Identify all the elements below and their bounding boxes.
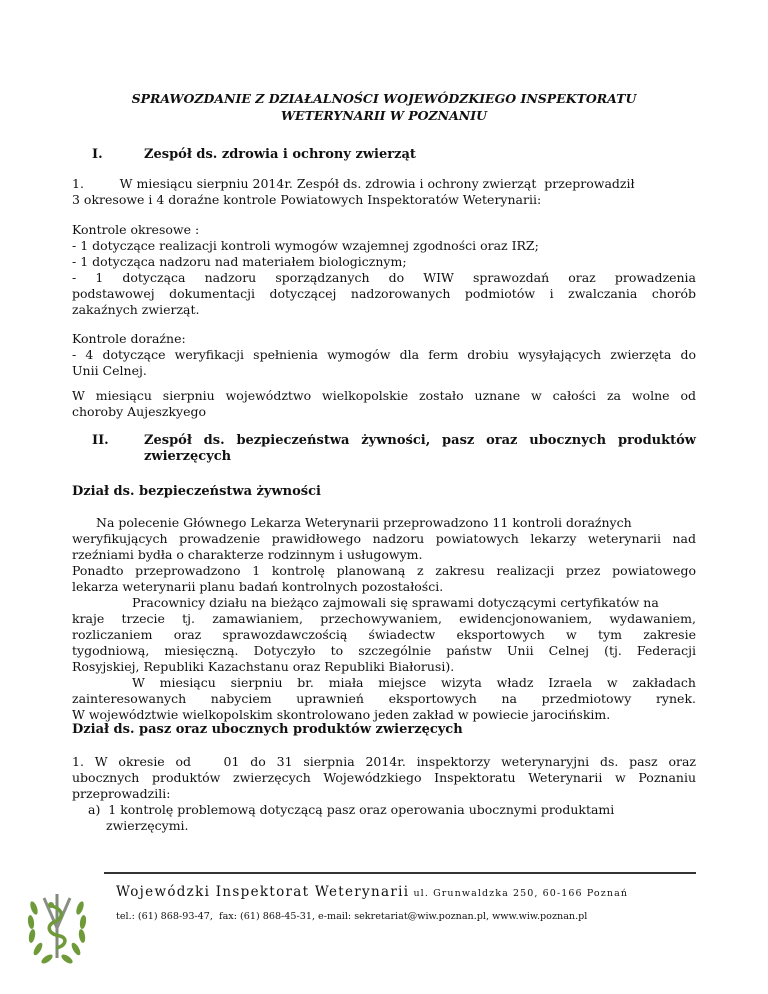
feed-line-2: ubocznych produktów zwierzęcych Wojewódzkiego Inspektoratu Weterynarii w Poznaniu: [72, 770, 696, 785]
adhoc-line-1: - 4 dotyczące weryfikacji spełnienia wymogów dla ferm drobiu wysyłających zwierzęta do: [72, 347, 696, 362]
periodic-controls: [72, 222, 696, 318]
feed-heading: Dział ds. pasz oraz ubocznych produktów zwierzęcych: [72, 722, 463, 737]
section-2-title-line-1: Zespół ds. bezpieczeństwa żywności, pasz oraz ubocznych produktów: [144, 433, 696, 448]
adhoc-line-2: Unii Celnej.: [72, 363, 147, 378]
footer-divider: [104, 872, 696, 874]
food-line-12: zainteresowanych nabyciem uprawnień eksportowych na przedmiotowy rynek.: [72, 691, 696, 706]
aujeszky-line-1: W miesiącu sierpniu województwo wielkopolskie zostało uznane w całości za wolne od: [72, 388, 696, 403]
footer-address: ul. Grunwaldzka 250, 60-166 Poznań: [413, 888, 629, 899]
food-line-4: Ponadto przeprowadzono 1 kontrolę planowaną z zakresu realizacji przez powiatowego: [72, 563, 696, 578]
feed-line-3: przeprowadzili:: [72, 786, 171, 801]
food-line-6: Pracownicy działu na bieżąco zajmowali się sprawami dotyczącymi certyfikatów na: [132, 595, 659, 610]
adhoc-heading: Kontrole doraźne:: [72, 331, 186, 346]
section-1-intro: [72, 176, 696, 208]
aujeszky-paragraph: [72, 388, 696, 420]
food-line-10: Rosyjskiej, Republiki Kazachstanu oraz Republiki Białorusi).: [72, 659, 455, 674]
feed-item-a: a) 1 kontrolę problemową dotyczącą pasz oraz operowania ubocznymi produktami: [88, 802, 615, 817]
periodic-item-3-cont: podstawowej dokumentacji dotyczącej nadzorowanych podmiotów i zwalczania chorób: [72, 286, 696, 301]
section-2-title-line-2: zwierzęcych: [144, 449, 232, 464]
periodic-item-2: - 1 dotycząca nadzoru nad materiałem biologicznym;: [72, 254, 407, 269]
intro-line-1: 1. W miesiącu sierpniu 2014r. Zespół ds. zdrowia i ochrony zwierząt przeprowadził: [72, 176, 635, 191]
food-line-7: kraje trzecie tj. zamawianiem, przechowywaniem, ewidencjonowaniem, wydawaniem,: [72, 611, 696, 626]
section-2-heading: [72, 433, 696, 467]
section-2-number: II.: [92, 433, 109, 448]
food-line-1: Na polecenie Głównego Lekarza Weterynarii przeprowadzono 11 kontroli doraźnych: [96, 515, 632, 530]
footer-contact: tel.: (61) 868-93-47, fax: (61) 868-45-31, e-mail: sekretariat@wiw.poznan.pl, www.wiw.poznan.pl: [116, 911, 588, 922]
feed-item-a-cont: zwierzęcymi.: [106, 818, 189, 833]
adhoc-controls: [72, 331, 696, 379]
intro-line-2: 3 okresowe i 4 doraźne kontrole Powiatowych Inspektoratów Weterynarii:: [72, 192, 542, 207]
title-line-2: WETERYNARII W POZNANIU: [281, 108, 487, 123]
feed-line-1: 1. W okresie od 01 do 31 sierpnia 2014r. inspektorzy weterynaryjni ds. pasz oraz: [72, 754, 696, 769]
title-line-1: SPRAWOZDANIE Z DZIAŁALNOŚCI WOJEWÓDZKIEGO INSPEKTORATU: [131, 91, 637, 106]
document-title: [80, 90, 688, 124]
food-line-11: W miesiącu sierpniu br. miała miejsce wizyta władz Izraela w zakładach: [132, 675, 696, 690]
food-line-9: tygodniową, miesięczną. Dotyczyło to szczególnie państw Unii Celnej (tj. Federacji: [72, 643, 696, 658]
footer-institution-line: [116, 884, 628, 900]
footer-institution: Wojewódzki Inspektorat Weterynarii: [116, 884, 410, 900]
veterinary-caduceus-logo-icon: [22, 878, 92, 976]
food-line-3: rzeźniami bydła o charakterze rodzinnym i usługowym.: [72, 547, 423, 562]
food-line-2: weryfikujących prowadzenie prawidłowego nadzoru powiatowych lekarzy weterynarii nad: [72, 531, 696, 546]
periodic-heading: Kontrole okresowe :: [72, 222, 200, 237]
aujeszky-line-2: choroby Aujeszkyego: [72, 404, 207, 419]
periodic-item-3: - 1 dotycząca nadzoru sporządzanych do WIW sprawozdań oraz prowadzenia: [72, 270, 696, 285]
feed-paragraph: [72, 754, 696, 834]
food-line-5: lekarza weterynarii planu badań kontrolnych pozostałości.: [72, 579, 444, 594]
section-2-title: [144, 433, 696, 465]
periodic-item-3-end: zakaźnych zwierząt.: [72, 302, 200, 317]
section-1-number: I.: [92, 147, 103, 162]
periodic-item-1: - 1 dotyczące realizacji kontroli wymogów wzajemnej zgodności oraz IRZ;: [72, 238, 539, 253]
food-line-13: W województwie wielkopolskim skontrolowano jeden zakład w powiecie jarocińskim.: [72, 707, 611, 722]
food-line-8: rozliczaniem oraz sprawozdawczością świadectw eksportowych w tym zakresie: [72, 627, 696, 642]
section-1-title: Zespół ds. zdrowia i ochrony zwierząt: [144, 147, 416, 162]
food-safety-heading: Dział ds. bezpieczeństwa żywności: [72, 484, 321, 499]
food-safety-paragraph: [72, 515, 696, 723]
